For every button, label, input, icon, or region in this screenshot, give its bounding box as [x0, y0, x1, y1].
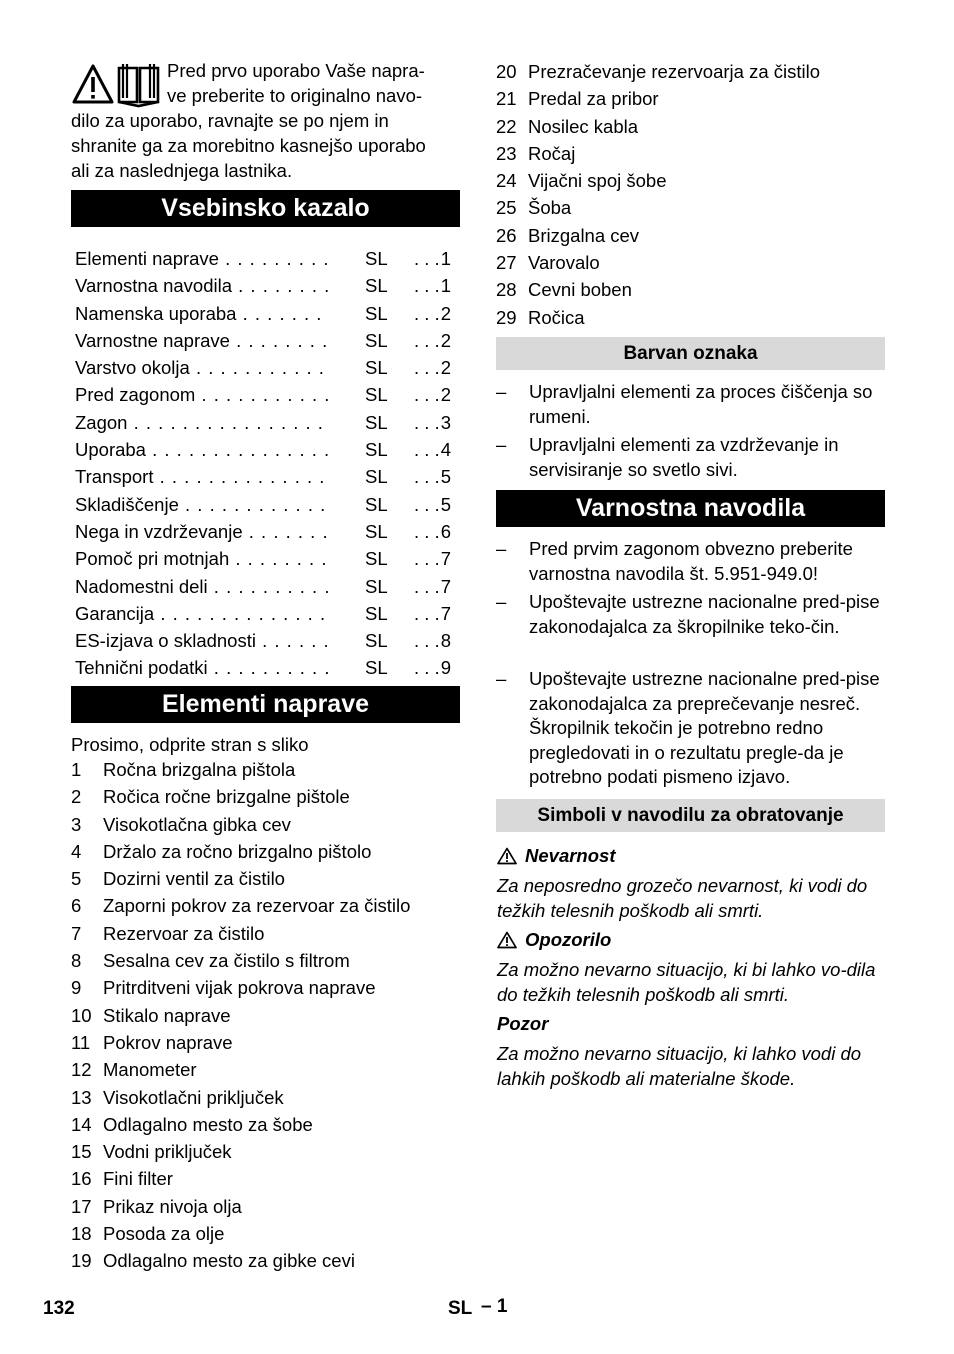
toc-page: . . . 2	[409, 381, 451, 408]
notice-icons	[71, 62, 161, 108]
dash-bullet: –	[496, 538, 507, 559]
item-number: 4	[71, 840, 82, 862]
toc-lang: SL	[365, 248, 388, 269]
item-number: 21	[496, 88, 517, 110]
elements-list-left	[71, 756, 460, 1275]
toc-title: Varstvo okolja . . .	[75, 354, 330, 381]
danger-label-text: Nevarnost	[525, 845, 616, 866]
list-item-text: Upravljalni elementi za proces čiščenja so rumeni.	[529, 381, 873, 427]
toc-page: . . . 7	[409, 600, 451, 627]
item-number: 25	[496, 197, 517, 219]
toc-row	[75, 463, 455, 490]
item-label: Visokotlačna gibka cev	[103, 813, 291, 835]
item-label: Posoda za olje	[103, 1223, 225, 1245]
item-label: Pritrditveni vijak pokrova naprave	[103, 977, 376, 999]
list-item	[496, 590, 885, 639]
warning-icon	[497, 931, 517, 949]
item-label: Ročaj	[528, 142, 576, 164]
intro-line: dilo za uporabo, ravnajte se po njem in	[71, 110, 389, 131]
list-item	[71, 892, 460, 919]
item-number: 16	[71, 1168, 92, 1190]
intro-line: ve preberite to originalno navo-	[167, 85, 423, 106]
toc-lang: SL	[365, 602, 388, 624]
manual-book-icon	[116, 62, 161, 108]
toc-row	[75, 491, 455, 518]
list-item-text: Upoštevajte ustrezne nacionalne pred-pise zakonodajalca za škropilnike teko-čin.	[529, 591, 880, 637]
table-of-contents	[75, 245, 455, 682]
item-label: Stikalo naprave	[103, 1004, 231, 1026]
item-label: Ročica ročne brizgalne pištole	[103, 786, 350, 808]
list-item	[71, 1247, 460, 1274]
footer-lang: SL	[448, 1298, 473, 1319]
item-label: Zaporni pokrov za rezervoar za čistilo	[103, 895, 411, 917]
toc-row	[75, 600, 455, 627]
toc-row	[75, 272, 455, 299]
danger-text: Za neposredno grozečo nevarnost, ki vodi do težkih telesnih poškodb ali smrti.	[497, 875, 868, 921]
toc-row	[75, 327, 455, 354]
item-label: Sesalna cev za čistilo s filtrom	[103, 950, 350, 972]
toc-lang: SL	[365, 439, 388, 461]
item-number: 12	[71, 1059, 92, 1081]
toc-title: Nadomestni deli . . .	[75, 573, 330, 600]
list-item	[496, 380, 885, 429]
warning-label-text: Opozorilo	[525, 929, 612, 950]
list-item-text: Upravljalni elementi za vzdrževanje in servisiranje so svetlo sivi.	[529, 434, 839, 480]
page-number: 132	[43, 1298, 75, 1319]
toc-lang: SL	[365, 520, 388, 542]
toc-page: . . . 6	[409, 518, 451, 545]
list-item	[71, 783, 460, 810]
toc-page: . . . 2	[409, 300, 451, 327]
toc-title: Skladiščenje . . .	[75, 491, 330, 518]
toc-row	[75, 654, 455, 681]
list-item-text: Upoštevajte ustrezne nacionalne pred-pise zakonodajalca za preprečevanje nesreč. Škropilnik tekočin je potrebno redno pregledovati in o rezultatu pregle-da je potrebno podati pismeno izjavo.	[529, 668, 880, 787]
color-code-heading: Barvan oznaka	[496, 337, 885, 370]
item-label: Ročna brizgalna pištola	[103, 759, 296, 780]
item-label: Visokotlačni priključek	[103, 1086, 284, 1108]
toc-row	[75, 354, 455, 381]
list-item	[496, 85, 885, 112]
intro-line: ali za naslednjega lastnika.	[71, 160, 293, 181]
dash-bullet: –	[496, 381, 507, 402]
elements-list-right	[496, 58, 885, 331]
list-item	[496, 58, 885, 85]
toc-title: Pomoč pri motnjah . . .	[75, 545, 330, 572]
caution-label: Pozor	[497, 1013, 549, 1034]
warning-icon	[497, 847, 517, 865]
item-number: 9	[71, 977, 82, 999]
elements-intro: Prosimo, odprite stran s sliko	[71, 734, 309, 755]
item-label: Odlagalno mesto za šobe	[103, 1113, 313, 1135]
intro-line: Pred prvo uporabo Vaše napra-	[167, 60, 425, 81]
toc-page: . . . 2	[409, 327, 451, 354]
toc-row	[75, 545, 455, 572]
list-item	[496, 433, 885, 482]
item-label: Nosilec kabla	[528, 115, 639, 137]
item-number: 7	[71, 922, 82, 944]
list-item	[496, 194, 885, 221]
list-item	[71, 865, 460, 892]
list-item	[496, 537, 885, 586]
caution-text: Za možno nevarno situacijo, ki lahko vodi do lahkih poškodb ali materialne škode.	[497, 1043, 862, 1089]
item-label: Prikaz nivoja olja	[103, 1195, 242, 1217]
item-label: Pokrov naprave	[103, 1031, 233, 1053]
elements-heading: Elementi naprave	[71, 686, 460, 723]
list-item	[71, 1002, 460, 1029]
toc-title: Nega in vzdrževanje . . .	[75, 518, 330, 545]
toc-title: Uporaba . . .	[75, 436, 330, 463]
item-number: 8	[71, 950, 82, 972]
toc-row	[75, 573, 455, 600]
list-item	[71, 1220, 460, 1247]
toc-heading: Vsebinsko kazalo	[71, 190, 460, 227]
item-number: 11	[71, 1031, 91, 1053]
toc-lang: SL	[365, 357, 388, 379]
toc-row	[75, 409, 455, 436]
toc-page: . . . 7	[409, 545, 451, 572]
toc-lang: SL	[365, 329, 388, 351]
toc-lang: SL	[365, 302, 388, 324]
item-label: Vijačni spoj šobe	[528, 170, 667, 192]
item-label: Cevni boben	[528, 279, 632, 301]
list-item	[496, 276, 885, 303]
list-item	[71, 838, 460, 865]
item-label: Šoba	[528, 197, 572, 219]
toc-title: Transport . . .	[75, 463, 330, 490]
item-number: 19	[71, 1250, 92, 1272]
item-label: Držalo za ročno brizgalno pištolo	[103, 840, 372, 862]
intro-notice	[71, 58, 460, 183]
item-label: Brizgalna cev	[528, 224, 640, 246]
list-item	[71, 974, 460, 1001]
toc-lang: SL	[365, 657, 388, 679]
list-item	[71, 1193, 460, 1220]
toc-row	[75, 245, 455, 272]
symbols-heading: Simboli v navodilu za obratovanje	[496, 799, 885, 832]
toc-lang: SL	[365, 466, 388, 488]
toc-page: . . . 8	[409, 627, 451, 654]
warning-label	[497, 928, 611, 952]
item-number: 13	[71, 1086, 92, 1108]
list-item	[71, 1111, 460, 1138]
list-item	[71, 756, 460, 783]
item-number: 2	[71, 786, 82, 808]
item-number: 15	[71, 1141, 92, 1163]
list-item	[496, 167, 885, 194]
toc-row	[75, 518, 455, 545]
list-item	[496, 140, 885, 167]
toc-page: . . . 9	[409, 654, 451, 681]
item-label: Prezračevanje rezervoarja za čistilo	[528, 61, 821, 82]
toc-title: Varnostna navodila . . .	[75, 272, 330, 299]
item-label: Vodni priključek	[103, 1141, 232, 1163]
item-number: 29	[496, 306, 517, 328]
toc-title: Elementi naprave . . .	[75, 245, 330, 272]
footer-section-page: – 1	[481, 1296, 508, 1317]
item-number: 23	[496, 142, 517, 164]
item-label: Ročica	[528, 306, 585, 328]
danger-label	[497, 844, 615, 868]
item-label: Dozirni ventil za čistilo	[103, 868, 285, 890]
list-item	[71, 1138, 460, 1165]
toc-lang: SL	[365, 575, 388, 597]
item-label: Rezervoar za čistilo	[103, 922, 265, 944]
item-number: 24	[496, 170, 517, 192]
list-item	[496, 667, 885, 790]
list-item	[71, 947, 460, 974]
dash-bullet: –	[496, 668, 507, 689]
item-number: 22	[496, 115, 517, 137]
list-item	[496, 304, 885, 331]
safety-heading: Varnostna navodila	[496, 490, 885, 527]
list-item	[496, 249, 885, 276]
item-number: 26	[496, 224, 517, 246]
list-item	[71, 1165, 460, 1192]
list-item	[71, 920, 460, 947]
item-number: 1	[71, 759, 82, 780]
item-number: 6	[71, 895, 82, 917]
item-number: 27	[496, 252, 517, 274]
list-item-text: Pred prvim zagonom obvezno preberite varnostna navodila št. 5.951-949.0!	[529, 538, 853, 584]
dash-bullet: –	[496, 591, 507, 612]
dash-bullet: –	[496, 434, 507, 455]
toc-page: . . . 5	[409, 463, 451, 490]
toc-title: Garancija . . .	[75, 600, 330, 627]
item-number: 28	[496, 279, 517, 301]
item-label: Odlagalno mesto za gibke cevi	[103, 1250, 355, 1272]
list-item	[71, 1029, 460, 1056]
toc-row	[75, 381, 455, 408]
toc-row	[75, 436, 455, 463]
toc-lang: SL	[365, 548, 388, 570]
toc-title: Namenska uporaba . . .	[75, 300, 330, 327]
list-item	[71, 1056, 460, 1083]
list-item	[496, 113, 885, 140]
item-label: Predal za pribor	[528, 88, 659, 110]
toc-page: . . . 1	[409, 245, 451, 272]
toc-title: Zagon . . .	[75, 409, 330, 436]
toc-page: . . . 4	[409, 436, 451, 463]
toc-page: . . . 2	[409, 354, 451, 381]
item-number: 14	[71, 1113, 92, 1135]
item-label: Manometer	[103, 1059, 197, 1081]
item-number: 20	[496, 61, 517, 82]
toc-page: . . . 3	[409, 409, 451, 436]
toc-title: Varnostne naprave . . .	[75, 327, 330, 354]
list-item	[71, 811, 460, 838]
item-number: 5	[71, 868, 82, 890]
intro-line: shranite ga za morebitno kasnejšo uporabo	[71, 135, 426, 156]
warning-text: Za možno nevarno situacijo, ki bi lahko vo-dila do težkih telesnih poškodb ali smrti.	[497, 959, 876, 1005]
toc-lang: SL	[365, 411, 388, 433]
toc-title: ES-izjava o skladnosti . . .	[75, 627, 330, 654]
toc-page: . . . 7	[409, 573, 451, 600]
toc-lang: SL	[365, 384, 388, 406]
toc-title: Tehnični podatki . . .	[75, 654, 330, 681]
list-item	[496, 222, 885, 249]
item-number: 18	[71, 1223, 92, 1245]
toc-lang: SL	[365, 275, 388, 297]
toc-page: . . . 1	[409, 272, 451, 299]
toc-title: Pred zagonom . . .	[75, 381, 330, 408]
toc-page: . . . 5	[409, 491, 451, 518]
toc-row	[75, 627, 455, 654]
toc-lang: SL	[365, 630, 388, 652]
item-number: 3	[71, 813, 82, 835]
item-number: 10	[71, 1004, 92, 1026]
item-label: Fini filter	[103, 1168, 173, 1190]
toc-lang: SL	[365, 493, 388, 515]
item-label: Varovalo	[528, 252, 600, 274]
list-item	[71, 1084, 460, 1111]
toc-row	[75, 300, 455, 327]
item-number: 17	[71, 1195, 92, 1217]
